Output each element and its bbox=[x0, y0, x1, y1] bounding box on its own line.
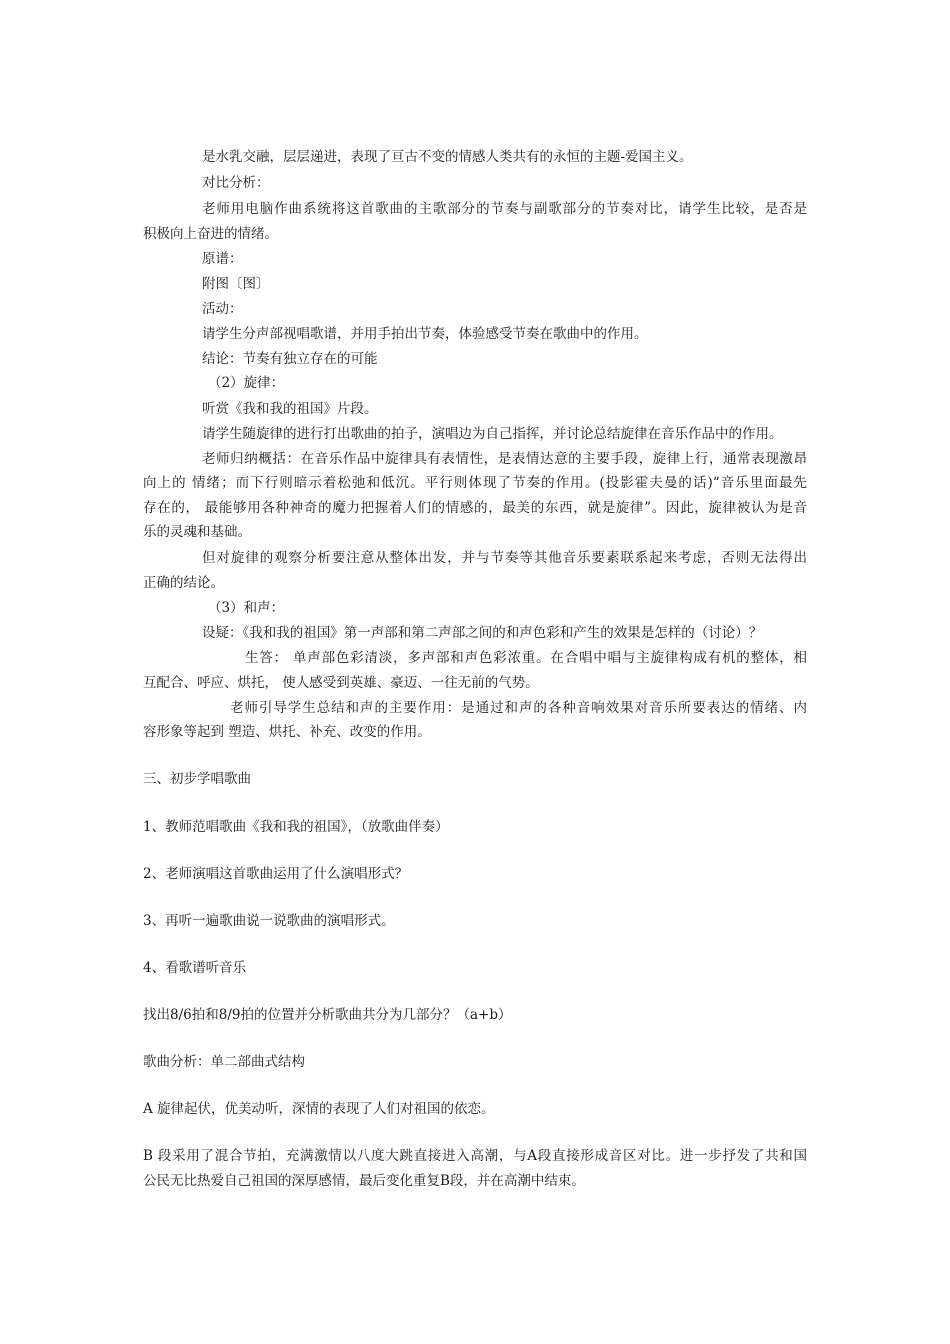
paragraph-line: 听赏《我和我的祖国》片段。 bbox=[202, 401, 378, 417]
paragraph-line: 但对旋律的观察分析要注意从整体出发，并与节奏等其他音乐要素联系起来考虑，否则无法得出 bbox=[202, 550, 807, 566]
list-item: 1、教师范唱歌曲《我和我的祖国》，（放歌曲伴奏） bbox=[143, 819, 449, 835]
paragraph-line: 容形象等起到 塑造、烘托、补充、改变的作用。 bbox=[143, 724, 431, 740]
list-item: 4、看歌谱听音乐 bbox=[143, 960, 247, 976]
paragraph-line: 是水乳交融，层层递进，表现了亘古不变的情感人类共有的永恒的主题-爱国主义。 bbox=[202, 149, 693, 165]
paragraph-line: 请学生分声部视唱歌谱，并用手拍出节奏，体验感受节奏在歌曲中的作用。 bbox=[202, 326, 648, 342]
paragraph-line: 对比分析： bbox=[202, 175, 270, 191]
paragraph-line: 公民无比热爱自己祖国的深厚感情，最后变化重复B段，并在高潮中结束。 bbox=[143, 1173, 585, 1189]
paragraph-line: 歌曲分析：单二部曲式结构 bbox=[143, 1054, 305, 1070]
paragraph-line: B 段采用了混合节拍，充满激情以八度大跳直接进入高潮，与A段直接形成音区对比。进一步抒发了共和国 bbox=[143, 1148, 807, 1164]
paragraph-line: 附图〔图〕 bbox=[202, 276, 270, 292]
paragraph-line: 向上的 情绪；而下行则暗示着松弛和低沉。平行则体现了节奏的作用。(投影霍夫曼的话)“音乐里面最先 bbox=[143, 475, 807, 491]
paragraph-line: 老师引导学生总结和声的主要作用：是通过和声的各种音响效果对音乐所要表达的情绪、内 bbox=[230, 700, 807, 716]
paragraph-line: 找出8/6拍和8/9拍的位置并分析歌曲共分为几部分？（a+b） bbox=[143, 1007, 512, 1023]
paragraph-line: 乐的灵魂和基础。 bbox=[143, 524, 251, 540]
paragraph-line: 活动： bbox=[202, 301, 243, 317]
list-item: 3、再听一遍歌曲说一说歌曲的演唱形式。 bbox=[143, 913, 395, 929]
paragraph-line: 存在的， 最能够用各种神奇的魔力把握着人们的情感的，最美的东西，就是旋律”。因此，旋律被认为是音 bbox=[143, 500, 807, 516]
paragraph-line: 老师用电脑作曲系统将这首歌曲的主歌部分的节奏与副歌部分的节奏对比，请学生比较，是否是 bbox=[202, 201, 807, 217]
subheading: （2）旋律： bbox=[208, 375, 285, 391]
paragraph-line: 原谱： bbox=[202, 251, 243, 267]
list-item: 2、老师演唱这首歌曲运用了什么演唱形式？ bbox=[143, 866, 409, 882]
paragraph-line: 结论：节奏有独立存在的可能 bbox=[202, 351, 378, 367]
paragraph-line: 正确的结论。 bbox=[143, 575, 224, 591]
paragraph-line: 生答： 单声部色彩清淡，多声部和声色彩浓重。在合唱中唱与主旋律构成有机的整体，相 bbox=[245, 650, 807, 666]
paragraph-line: 互配合、呼应、烘托， 使人感受到英雄、豪迈、一往无前的气势。 bbox=[143, 675, 539, 691]
subheading: （3）和声： bbox=[208, 600, 285, 616]
paragraph-line: 请学生随旋律的进行打出歌曲的拍子，演唱边为自己指挥，并讨论总结旋律在音乐作品中的作用。 bbox=[202, 426, 783, 442]
paragraph-line: 设疑：《我和我的祖国》第一声部和第二声部之间的和声色彩和产生的效果是怎样的（讨论）？ bbox=[202, 625, 763, 641]
paragraph-line: 老师归纳概括：在音乐作品中旋律具有表情性，是表情达意的主要手段，旋律上行，通常表现激昂 bbox=[202, 451, 807, 467]
paragraph-line: A 旋律起伏，优美动听，深情的表现了人们对祖国的依恋。 bbox=[143, 1101, 495, 1117]
paragraph-line: 积极向上奋进的情绪。 bbox=[143, 226, 278, 242]
section-heading: 三、初步学唱歌曲 bbox=[143, 771, 251, 787]
